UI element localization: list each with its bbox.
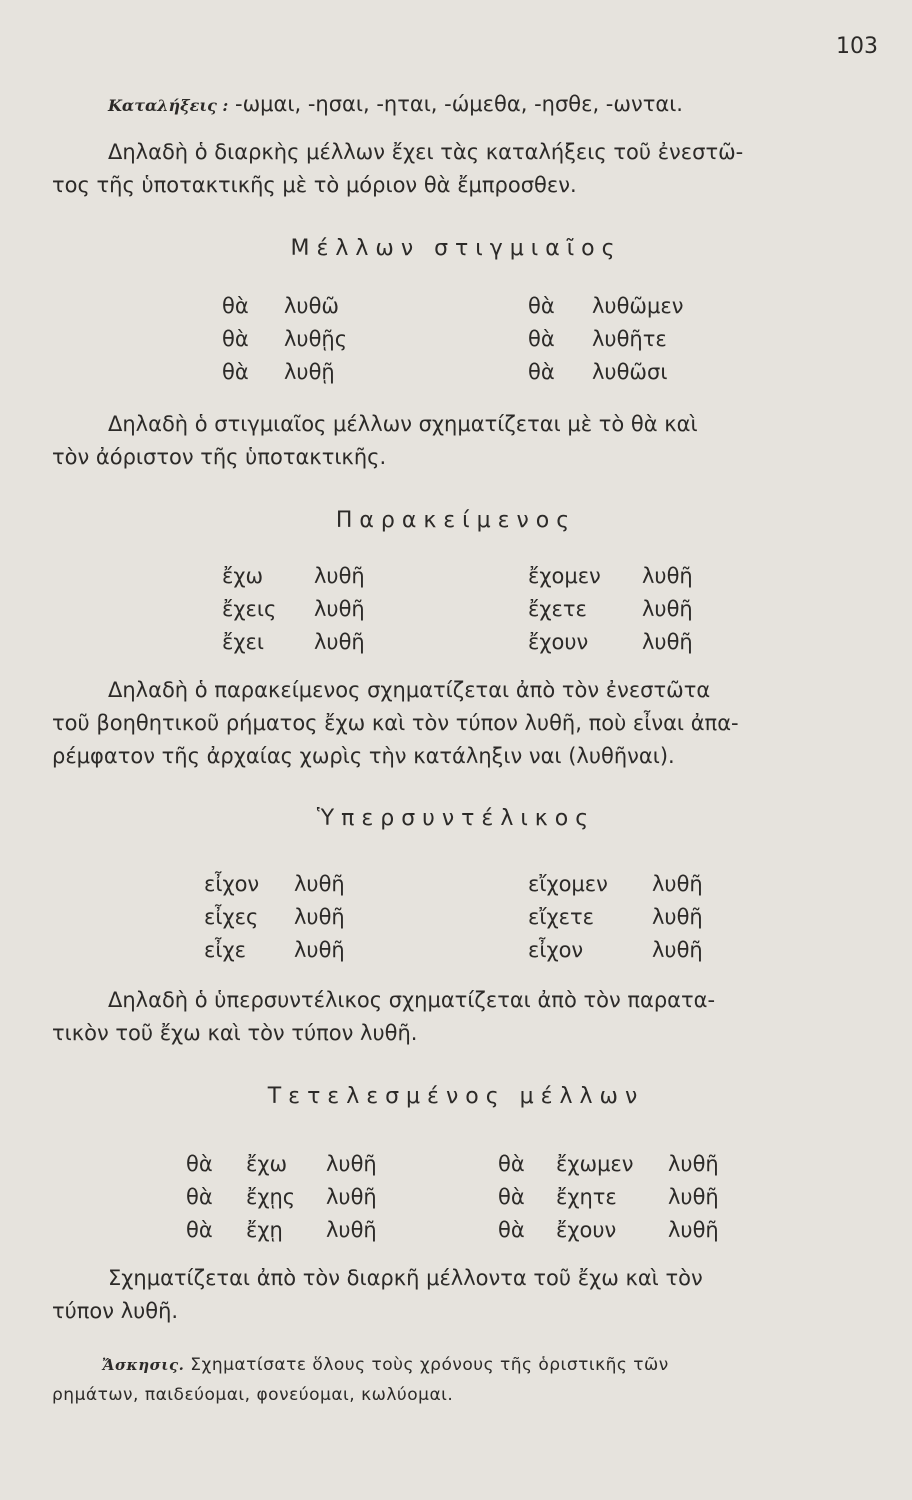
- note-line-2: τύπον λυθῆ.: [52, 1299, 179, 1323]
- form-right-2-verb: λυθῆ: [642, 597, 693, 621]
- exercise: [52, 1350, 874, 1410]
- form-right-3-verb: λυθῶσι: [592, 360, 668, 384]
- form-left-1-particle: θὰ: [222, 294, 249, 318]
- form-right-2-particle: θὰ: [498, 1185, 525, 1209]
- note-line-1: Δηλαδὴ ὁ στιγμιαῖος μέλλων σχηματίζεται μὲ τὸ θὰ καὶ: [108, 412, 698, 436]
- form-right-2-aux: ἔχετε: [528, 597, 587, 621]
- form-right-1-aux: ἔχωμεν: [556, 1152, 634, 1176]
- note-mellon-stigmiaios: [52, 408, 874, 474]
- form-left-1-verb: λυθῆ: [326, 1152, 377, 1176]
- form-right-2-verb: λυθῆ: [652, 905, 703, 929]
- form-left-1-verb: λυθῶ: [284, 294, 340, 318]
- form-left-2-verb: λυθῆ: [294, 905, 345, 929]
- note-line-2: τικὸν τοῦ ἔχω καὶ τὸν τύπον λυθῆ.: [52, 1021, 418, 1045]
- form-left-2-aux: εἶχες: [204, 905, 259, 929]
- form-left-1-aux: ἔχω: [222, 564, 264, 588]
- form-right-1-particle: θὰ: [498, 1152, 525, 1176]
- form-right-3-aux: ἔχουν: [528, 630, 589, 654]
- note-parakeimenos: [52, 674, 874, 773]
- form-left-2-aux: ἔχῃς: [246, 1185, 296, 1209]
- section-title-parakeimenos: Παρακείμενος: [335, 508, 577, 533]
- form-left-3-verb: λυθῆ: [294, 938, 345, 962]
- form-left-3-particle: θὰ: [186, 1218, 213, 1242]
- form-right-2-particle: θὰ: [528, 327, 555, 351]
- form-left-2-verb: λυθῇς: [284, 327, 348, 351]
- note-line-1: Σχηματίζεται ἀπὸ τὸν διαρκῆ μέλλοντα τοῦ ἔχω καὶ τὸν: [108, 1266, 703, 1290]
- exercise-line-1: Σχηματίσατε ὅλους τοὺς χρόνους τῆς ὁριστικῆς τῶν: [190, 1355, 669, 1375]
- note-line-1: Δηλαδὴ ὁ παρακείμενος σχηματίζεται ἀπὸ τὸν ἐνεστῶτα: [108, 678, 711, 702]
- intro-note-line-2: τος τῆς ὑποτακτικῆς μὲ τὸ μόριον θὰ ἔμπροσθεν.: [52, 173, 577, 197]
- form-left-3-verb: λυθῇ: [284, 360, 335, 384]
- form-left-3-particle: θὰ: [222, 360, 249, 384]
- form-right-3-particle: θὰ: [528, 360, 555, 384]
- form-right-3-aux: ἔχουν: [556, 1218, 617, 1242]
- form-right-3-verb: λυθῆ: [668, 1218, 719, 1242]
- note-line-2: τὸν ἀόριστον τῆς ὑποτακτικῆς.: [52, 445, 387, 469]
- form-right-1-verb: λυθῆ: [652, 872, 703, 896]
- form-left-1-aux: ἔχω: [246, 1152, 288, 1176]
- note-line-1: Δηλαδὴ ὁ ὑπερσυντέλικος σχηματίζεται ἀπὸ τὸν παρατα-: [108, 988, 716, 1012]
- section-title-mellon-stigmiaios: Μέλλων στιγμιαῖος: [290, 236, 622, 261]
- form-right-1-aux: ἔχομεν: [528, 564, 601, 588]
- exercise-line-2: ρημάτων, παιδεύομαι, φονεύομαι, κωλύομαι.: [52, 1385, 454, 1405]
- form-left-2-verb: λυθῆ: [314, 597, 365, 621]
- endings-text: -ωμαι, -ησαι, -ηται, -ώμεθα, -ησθε, -ωνται.: [235, 92, 683, 116]
- form-left-3-aux: ἔχῃ: [246, 1218, 283, 1242]
- form-right-2-aux: εἴχετε: [528, 905, 594, 929]
- form-right-2-verb: λυθῆτε: [592, 327, 667, 351]
- intro-note-line-1: Δηλαδὴ ὁ διαρκὴς μέλλων ἔχει τὰς καταλήξεις τοῦ ἐνεστῶ-: [108, 140, 744, 164]
- section-title-tetelesmenos: Τετελεσμένος μέλλων: [267, 1084, 645, 1109]
- intro-note: [52, 136, 874, 202]
- form-left-2-aux: ἔχεις: [222, 597, 277, 621]
- note-line-2: τοῦ βοηθητικοῦ ρήματος ἔχω καὶ τὸν τύπον λυθῆ, ποὺ εἶναι ἀπα-: [52, 711, 739, 735]
- section-title-ypersyntelikos: Ὑπερσυντέλικος: [316, 806, 596, 831]
- form-left-1-particle: θὰ: [186, 1152, 213, 1176]
- form-left-3-aux: εἶχε: [204, 938, 246, 962]
- page-number: 103: [836, 34, 878, 59]
- form-right-2-verb: λυθῆ: [668, 1185, 719, 1209]
- form-left-1-verb: λυθῆ: [314, 564, 365, 588]
- note-ypersyntelikos: [52, 984, 874, 1050]
- form-right-1-aux: εἴχομεν: [528, 872, 608, 896]
- note-line-3: ρέμφατον τῆς ἀρχαίας χωρὶς τὴν κατάληξιν ναι (λυθῆναι).: [52, 744, 675, 768]
- exercise-label: Ἄσκησις.: [102, 1356, 185, 1374]
- form-right-3-verb: λυθῆ: [642, 630, 693, 654]
- form-right-3-verb: λυθῆ: [652, 938, 703, 962]
- note-tetelesmenos: [52, 1262, 874, 1328]
- endings-label: Καταλήξεις :: [108, 96, 229, 115]
- form-right-2-aux: ἔχητε: [556, 1185, 617, 1209]
- form-right-3-aux: εἶχον: [528, 938, 584, 962]
- form-right-1-verb: λυθῆ: [668, 1152, 719, 1176]
- form-left-1-aux: εἶχον: [204, 872, 260, 896]
- form-left-2-verb: λυθῆ: [326, 1185, 377, 1209]
- form-left-2-particle: θὰ: [186, 1185, 213, 1209]
- form-right-3-particle: θὰ: [498, 1218, 525, 1242]
- form-left-3-aux: ἔχει: [222, 630, 264, 654]
- form-left-3-verb: λυθῆ: [326, 1218, 377, 1242]
- form-left-3-verb: λυθῆ: [314, 630, 365, 654]
- form-right-1-verb: λυθῶμεν: [592, 294, 684, 318]
- form-left-2-particle: θὰ: [222, 327, 249, 351]
- form-right-1-verb: λυθῆ: [642, 564, 693, 588]
- endings-line: [52, 88, 874, 122]
- form-left-1-verb: λυθῆ: [294, 872, 345, 896]
- form-right-1-particle: θὰ: [528, 294, 555, 318]
